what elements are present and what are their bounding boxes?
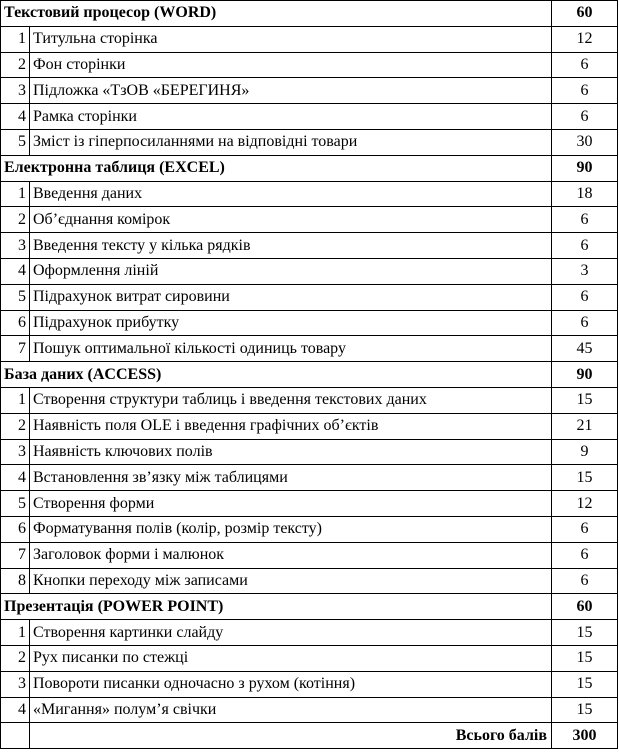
- table-row: [1, 26, 618, 52]
- total-row: [1, 723, 618, 749]
- item-number: 4: [1, 697, 30, 723]
- table-row: [1, 181, 618, 207]
- item-number: 3: [1, 671, 30, 697]
- total-label: Всього балів: [30, 723, 552, 749]
- item-points: 6: [552, 104, 618, 130]
- section-title: База даних (ACCESS): [1, 362, 552, 388]
- total-points: 300: [552, 723, 618, 749]
- item-description: Пошук оптимальної кількості одиниць товару: [30, 336, 552, 362]
- table-row: [1, 104, 618, 130]
- item-number: 5: [1, 284, 30, 310]
- table-row: [1, 233, 618, 259]
- item-description: Створення структури таблиць і введення текстових даних: [30, 387, 552, 413]
- item-number: 2: [1, 52, 30, 78]
- table-row: [1, 413, 618, 439]
- item-number: 4: [1, 104, 30, 130]
- item-points: 6: [552, 516, 618, 542]
- item-points: 6: [552, 568, 618, 594]
- item-description: Створення форми: [30, 491, 552, 517]
- item-points: 6: [552, 52, 618, 78]
- table-row: [1, 491, 618, 517]
- item-description: «Мигання» полум’я свічки: [30, 697, 552, 723]
- table-row: [1, 542, 618, 568]
- item-number: 8: [1, 568, 30, 594]
- item-points: 6: [552, 310, 618, 336]
- table-row: [1, 52, 618, 78]
- item-description: Створення картинки слайду: [30, 620, 552, 646]
- item-number: 3: [1, 439, 30, 465]
- item-number: 1: [1, 387, 30, 413]
- table-row: [1, 387, 618, 413]
- table-row: [1, 129, 618, 155]
- item-number: 7: [1, 336, 30, 362]
- section-points: 60: [552, 1, 618, 27]
- item-points: 15: [552, 620, 618, 646]
- item-description: Об’єднання комірок: [30, 207, 552, 233]
- section-title: Електронна таблиця (EXCEL): [1, 155, 552, 181]
- item-points: 30: [552, 129, 618, 155]
- item-description: Підложка «ТзОВ «БЕРЕГИНЯ»: [30, 78, 552, 104]
- item-number: 1: [1, 620, 30, 646]
- item-number: 2: [1, 207, 30, 233]
- item-description: Встановлення зв’язку між таблицями: [30, 465, 552, 491]
- item-number: 6: [1, 310, 30, 336]
- item-number: 2: [1, 645, 30, 671]
- item-description: Наявність ключових полів: [30, 439, 552, 465]
- item-points: 15: [552, 645, 618, 671]
- item-description: Підрахунок прибутку: [30, 310, 552, 336]
- item-points: 15: [552, 697, 618, 723]
- item-description: Титульна сторінка: [30, 26, 552, 52]
- item-points: 12: [552, 491, 618, 517]
- scoring-table-body: [1, 1, 618, 749]
- table-row: [1, 439, 618, 465]
- item-points: 15: [552, 387, 618, 413]
- table-row: [1, 645, 618, 671]
- table-row: [1, 620, 618, 646]
- section-points: 90: [552, 155, 618, 181]
- item-number: 3: [1, 233, 30, 259]
- item-points: 12: [552, 26, 618, 52]
- item-description: Оформлення ліній: [30, 258, 552, 284]
- section-header-row: [1, 155, 618, 181]
- item-points: 6: [552, 542, 618, 568]
- item-points: 21: [552, 413, 618, 439]
- item-points: 6: [552, 233, 618, 259]
- table-row: [1, 465, 618, 491]
- item-description: Підрахунок витрат сировини: [30, 284, 552, 310]
- item-number: 6: [1, 516, 30, 542]
- item-points: 3: [552, 258, 618, 284]
- item-description: Рух писанки по стежці: [30, 645, 552, 671]
- item-points: 9: [552, 439, 618, 465]
- section-title: Презентація (POWER POINT): [1, 594, 552, 620]
- table-row: [1, 697, 618, 723]
- item-description: Зміст із гіперпосиланнями на відповідні товари: [30, 129, 552, 155]
- item-points: 15: [552, 671, 618, 697]
- item-number: 5: [1, 129, 30, 155]
- table-row: [1, 568, 618, 594]
- table-row: [1, 78, 618, 104]
- item-points: 6: [552, 207, 618, 233]
- item-points: 45: [552, 336, 618, 362]
- section-title: Текстовий процесор (WORD): [1, 1, 552, 27]
- item-number: 3: [1, 78, 30, 104]
- item-points: 18: [552, 181, 618, 207]
- table-row: [1, 671, 618, 697]
- table-row: [1, 284, 618, 310]
- item-description: Кнопки переходу між записами: [30, 568, 552, 594]
- total-empty-cell: [1, 723, 30, 749]
- item-description: Фон сторінки: [30, 52, 552, 78]
- item-number: 4: [1, 258, 30, 284]
- item-number: 5: [1, 491, 30, 517]
- table-row: [1, 516, 618, 542]
- item-description: Форматування полів (колір, розмір тексту): [30, 516, 552, 542]
- item-description: Рамка сторінки: [30, 104, 552, 130]
- table-row: [1, 258, 618, 284]
- item-number: 1: [1, 26, 30, 52]
- item-number: 2: [1, 413, 30, 439]
- item-number: 7: [1, 542, 30, 568]
- item-description: Введення даних: [30, 181, 552, 207]
- item-description: Заголовок форми і малюнок: [30, 542, 552, 568]
- section-points: 90: [552, 362, 618, 388]
- table-row: [1, 310, 618, 336]
- item-points: 6: [552, 284, 618, 310]
- table-row: [1, 336, 618, 362]
- item-description: Введення тексту у кілька рядків: [30, 233, 552, 259]
- item-description: Наявність поля OLE і введення графічних об’єктів: [30, 413, 552, 439]
- table-row: [1, 207, 618, 233]
- item-description: Повороти писанки одночасно з рухом (котіння): [30, 671, 552, 697]
- section-header-row: [1, 594, 618, 620]
- item-number: 1: [1, 181, 30, 207]
- item-number: 4: [1, 465, 30, 491]
- section-header-row: [1, 362, 618, 388]
- item-points: 15: [552, 465, 618, 491]
- section-points: 60: [552, 594, 618, 620]
- section-header-row: [1, 1, 618, 27]
- item-points: 6: [552, 78, 618, 104]
